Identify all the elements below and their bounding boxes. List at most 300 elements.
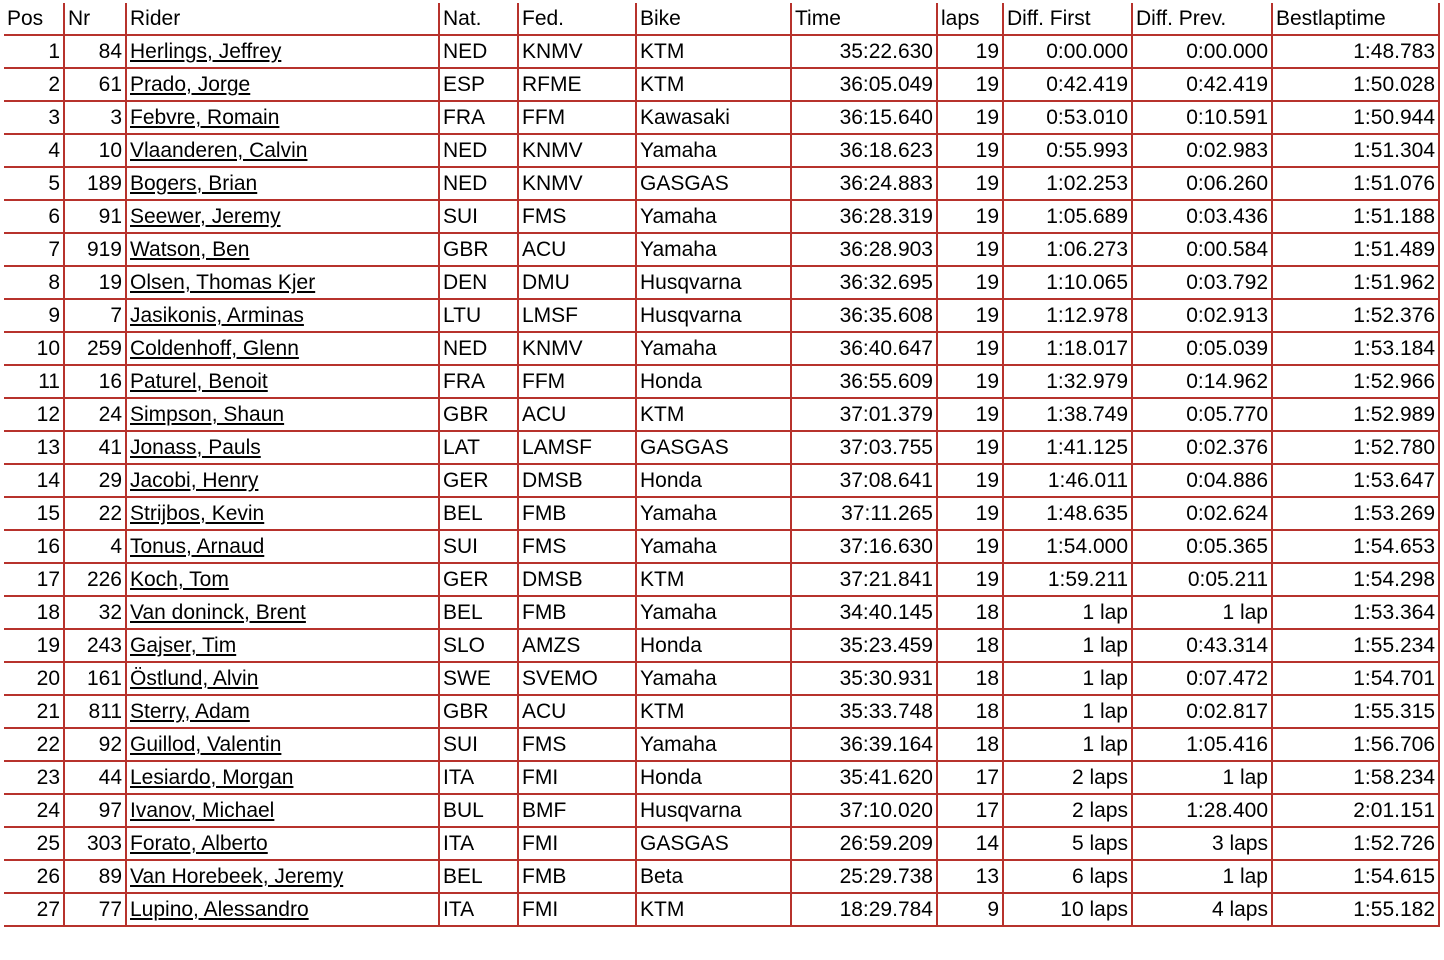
table-row [4,300,1440,333]
cell-pos: 19 [4,630,65,663]
cell-fed: FMI [519,894,637,927]
cell-bestlaptime: 1:53.364 [1273,597,1440,630]
cell-diff-first: 1:12.978 [1004,300,1133,333]
cell-rider [127,234,440,267]
table-row [4,630,1440,663]
cell-rider [127,69,440,102]
column-header-bestlaptime: Bestlaptime [1273,3,1440,36]
cell-rider [127,630,440,663]
cell-rider [127,333,440,366]
cell-nat: FRA [440,366,519,399]
cell-nat: GBR [440,696,519,729]
cell-pos: 3 [4,102,65,135]
cell-diff-prev: 0:14.962 [1133,366,1273,399]
cell-bestlaptime: 1:55.182 [1273,894,1440,927]
cell-time: 37:16.630 [792,531,938,564]
cell-laps: 18 [938,630,1004,663]
cell-bike: KTM [637,696,792,729]
cell-diff-first: 6 laps [1004,861,1133,894]
cell-nat: GER [440,465,519,498]
cell-diff-first: 2 laps [1004,762,1133,795]
cell-bike: Yamaha [637,498,792,531]
table-row [4,729,1440,762]
cell-pos: 27 [4,894,65,927]
cell-rider [127,498,440,531]
cell-fed: KNMV [519,168,637,201]
cell-pos: 16 [4,531,65,564]
cell-time: 26:59.209 [792,828,938,861]
table-row [4,696,1440,729]
cell-bike: Husqvarna [637,795,792,828]
table-row [4,597,1440,630]
cell-diff-prev: 0:00.584 [1133,234,1273,267]
cell-fed: FMB [519,498,637,531]
rider-name-link[interactable]: Prado, Jorge [130,73,251,96]
cell-laps: 19 [938,465,1004,498]
cell-bestlaptime: 1:50.944 [1273,102,1440,135]
rider-name-link[interactable]: Paturel, Benoit [130,370,268,393]
cell-bike: Beta [637,861,792,894]
cell-nat: ITA [440,762,519,795]
cell-rider [127,201,440,234]
cell-nat: LTU [440,300,519,333]
cell-time: 35:23.459 [792,630,938,663]
cell-fed: ACU [519,399,637,432]
cell-nr: 41 [65,432,127,465]
cell-pos: 10 [4,333,65,366]
cell-fed: FFM [519,366,637,399]
cell-laps: 19 [938,135,1004,168]
rider-name-link[interactable]: Jacobi, Henry [130,469,259,492]
column-header-diff-first: Diff. First [1004,3,1133,36]
cell-nat: SUI [440,201,519,234]
race-results-table [4,3,1440,927]
cell-nat: NED [440,36,519,69]
cell-laps: 19 [938,399,1004,432]
cell-diff-prev: 0:02.376 [1133,432,1273,465]
cell-diff-first: 2 laps [1004,795,1133,828]
cell-rider [127,531,440,564]
cell-bestlaptime: 1:52.780 [1273,432,1440,465]
cell-laps: 9 [938,894,1004,927]
rider-name-link[interactable]: Febvre, Romain [130,106,280,129]
cell-fed: KNMV [519,333,637,366]
cell-nat: LAT [440,432,519,465]
cell-nat: BEL [440,861,519,894]
cell-fed: DMSB [519,465,637,498]
cell-pos: 25 [4,828,65,861]
cell-bike: Yamaha [637,234,792,267]
cell-fed: LMSF [519,300,637,333]
table-row [4,69,1440,102]
cell-pos: 7 [4,234,65,267]
cell-nr: 4 [65,531,127,564]
rider-name-link[interactable]: Simpson, Shaun [130,403,285,426]
cell-nr: 77 [65,894,127,927]
cell-bestlaptime: 1:58.234 [1273,762,1440,795]
cell-diff-first: 1:48.635 [1004,498,1133,531]
cell-nat: ESP [440,69,519,102]
table-row [4,762,1440,795]
cell-bestlaptime: 1:48.783 [1273,36,1440,69]
table-row [4,894,1440,927]
cell-bestlaptime: 1:54.615 [1273,861,1440,894]
cell-nr: 3 [65,102,127,135]
cell-bestlaptime: 1:53.269 [1273,498,1440,531]
cell-bestlaptime: 1:52.376 [1273,300,1440,333]
table-row [4,663,1440,696]
cell-time: 37:10.020 [792,795,938,828]
rider-name-link[interactable]: Olsen, Thomas Kjer [130,271,316,294]
cell-rider [127,729,440,762]
cell-nr: 24 [65,399,127,432]
table-row [4,465,1440,498]
cell-fed: FMS [519,729,637,762]
column-header-bike: Bike [637,3,792,36]
cell-fed: FMI [519,762,637,795]
cell-laps: 17 [938,762,1004,795]
cell-fed: KNMV [519,135,637,168]
cell-nat: SUI [440,531,519,564]
cell-bestlaptime: 1:51.304 [1273,135,1440,168]
rider-name-link[interactable]: Coldenhoff, Glenn [130,337,299,360]
cell-nr: 61 [65,69,127,102]
cell-laps: 18 [938,597,1004,630]
cell-pos: 13 [4,432,65,465]
cell-nr: 29 [65,465,127,498]
cell-rider [127,399,440,432]
cell-time: 36:24.883 [792,168,938,201]
rider-name-link[interactable]: Bogers, Brian [130,172,258,195]
cell-nr: 161 [65,663,127,696]
cell-diff-first: 5 laps [1004,828,1133,861]
cell-diff-prev: 1 lap [1133,597,1273,630]
cell-diff-prev: 0:02.913 [1133,300,1273,333]
cell-nr: 32 [65,597,127,630]
cell-fed: AMZS [519,630,637,663]
cell-bike: KTM [637,894,792,927]
cell-diff-prev: 0:02.983 [1133,135,1273,168]
cell-rider [127,894,440,927]
table-row [4,795,1440,828]
cell-time: 36:39.164 [792,729,938,762]
cell-bike: Yamaha [637,597,792,630]
cell-bike: GASGAS [637,168,792,201]
column-header-rider: Rider [127,3,440,36]
cell-nat: GER [440,564,519,597]
cell-bestlaptime: 2:01.151 [1273,795,1440,828]
cell-pos: 26 [4,861,65,894]
cell-rider [127,366,440,399]
cell-nat: GBR [440,399,519,432]
cell-laps: 19 [938,366,1004,399]
cell-diff-prev: 0:02.624 [1133,498,1273,531]
cell-bike: Yamaha [637,333,792,366]
cell-rider [127,300,440,333]
cell-diff-first: 0:00.000 [1004,36,1133,69]
rider-name-link[interactable]: Herlings, Jeffrey [130,40,282,63]
cell-time: 36:15.640 [792,102,938,135]
column-header-diff-prev: Diff. Prev. [1133,3,1273,36]
cell-fed: FMB [519,597,637,630]
cell-time: 36:28.903 [792,234,938,267]
cell-diff-first: 1:10.065 [1004,267,1133,300]
rider-name-link[interactable]: Lesiardo, Morgan [130,766,294,789]
rider-name-link[interactable]: Ivanov, Michael [130,799,275,822]
cell-pos: 12 [4,399,65,432]
cell-laps: 19 [938,531,1004,564]
cell-bike: Kawasaki [637,102,792,135]
cell-bike: Yamaha [637,663,792,696]
rider-name-link[interactable]: Strijbos, Kevin [130,502,265,525]
cell-bestlaptime: 1:55.315 [1273,696,1440,729]
cell-pos: 5 [4,168,65,201]
cell-nr: 97 [65,795,127,828]
rider-name-link[interactable]: Watson, Ben [130,238,250,261]
cell-diff-prev: 0:42.419 [1133,69,1273,102]
rider-name-link[interactable]: Sterry, Adam [130,700,250,723]
cell-laps: 14 [938,828,1004,861]
rider-name-link[interactable]: Östlund, Alvin [130,667,259,690]
cell-pos: 11 [4,366,65,399]
table-row [4,102,1440,135]
cell-rider [127,102,440,135]
cell-bestlaptime: 1:51.188 [1273,201,1440,234]
cell-nat: SLO [440,630,519,663]
cell-diff-first: 0:55.993 [1004,135,1133,168]
cell-time: 35:41.620 [792,762,938,795]
rider-name-link[interactable]: Koch, Tom [130,568,229,591]
cell-bike: KTM [637,399,792,432]
cell-diff-prev: 3 laps [1133,828,1273,861]
table-row [4,234,1440,267]
cell-nr: 89 [65,861,127,894]
table-row [4,135,1440,168]
rider-name-link[interactable]: Tonus, Arnaud [130,535,265,558]
cell-nat: ITA [440,828,519,861]
cell-diff-first: 1:38.749 [1004,399,1133,432]
cell-diff-prev: 1:28.400 [1133,795,1273,828]
cell-nr: 84 [65,36,127,69]
cell-bestlaptime: 1:54.298 [1273,564,1440,597]
cell-nat: GBR [440,234,519,267]
cell-time: 37:21.841 [792,564,938,597]
cell-rider [127,135,440,168]
cell-diff-prev: 1 lap [1133,861,1273,894]
cell-laps: 19 [938,102,1004,135]
table-row [4,399,1440,432]
cell-time: 37:03.755 [792,432,938,465]
cell-fed: ACU [519,234,637,267]
cell-nat: SWE [440,663,519,696]
cell-fed: FMI [519,828,637,861]
cell-bestlaptime: 1:52.966 [1273,366,1440,399]
cell-diff-first: 1:54.000 [1004,531,1133,564]
cell-pos: 17 [4,564,65,597]
cell-bestlaptime: 1:56.706 [1273,729,1440,762]
cell-pos: 22 [4,729,65,762]
cell-bike: Honda [637,762,792,795]
cell-diff-first: 10 laps [1004,894,1133,927]
column-header-time: Time [792,3,938,36]
cell-laps: 19 [938,333,1004,366]
cell-time: 35:33.748 [792,696,938,729]
cell-fed: RFME [519,69,637,102]
cell-nr: 303 [65,828,127,861]
cell-diff-first: 1 lap [1004,696,1133,729]
cell-bike: Yamaha [637,201,792,234]
cell-diff-first: 1:02.253 [1004,168,1133,201]
cell-fed: KNMV [519,36,637,69]
rider-name-link[interactable]: Vlaanderen, Calvin [130,139,308,162]
cell-bike: GASGAS [637,432,792,465]
cell-fed: FMS [519,201,637,234]
cell-pos: 15 [4,498,65,531]
table-row [4,498,1440,531]
cell-fed: DMU [519,267,637,300]
cell-bestlaptime: 1:53.184 [1273,333,1440,366]
cell-nat: BUL [440,795,519,828]
cell-pos: 20 [4,663,65,696]
cell-rider [127,267,440,300]
cell-bike: Honda [637,630,792,663]
cell-nr: 189 [65,168,127,201]
rider-name-link[interactable]: Seewer, Jeremy [130,205,281,228]
cell-nat: BEL [440,498,519,531]
cell-laps: 19 [938,168,1004,201]
cell-diff-first: 1:05.689 [1004,201,1133,234]
cell-diff-first: 1:18.017 [1004,333,1133,366]
table-row [4,201,1440,234]
cell-fed: FMS [519,531,637,564]
cell-bike: Yamaha [637,135,792,168]
cell-time: 37:01.379 [792,399,938,432]
cell-time: 36:55.609 [792,366,938,399]
cell-time: 37:08.641 [792,465,938,498]
table-row [4,432,1440,465]
cell-time: 36:18.623 [792,135,938,168]
cell-bike: KTM [637,69,792,102]
cell-diff-prev: 0:04.886 [1133,465,1273,498]
cell-nr: 22 [65,498,127,531]
cell-fed: ACU [519,696,637,729]
cell-rider [127,828,440,861]
cell-nr: 16 [65,366,127,399]
cell-bestlaptime: 1:50.028 [1273,69,1440,102]
cell-bike: Yamaha [637,531,792,564]
cell-laps: 18 [938,729,1004,762]
cell-fed: FFM [519,102,637,135]
cell-laps: 19 [938,498,1004,531]
cell-nr: 91 [65,201,127,234]
cell-bike: Husqvarna [637,300,792,333]
cell-rider [127,762,440,795]
cell-rider [127,696,440,729]
cell-time: 35:30.931 [792,663,938,696]
cell-bestlaptime: 1:53.647 [1273,465,1440,498]
cell-laps: 19 [938,36,1004,69]
cell-nat: NED [440,135,519,168]
cell-laps: 19 [938,432,1004,465]
cell-nr: 19 [65,267,127,300]
cell-bestlaptime: 1:54.653 [1273,531,1440,564]
cell-diff-prev: 1 lap [1133,762,1273,795]
cell-diff-prev: 0:05.211 [1133,564,1273,597]
cell-pos: 24 [4,795,65,828]
cell-laps: 17 [938,795,1004,828]
cell-laps: 19 [938,201,1004,234]
cell-pos: 9 [4,300,65,333]
cell-rider [127,597,440,630]
cell-laps: 19 [938,267,1004,300]
rider-name-link[interactable]: Gajser, Tim [130,634,237,657]
cell-fed: SVEMO [519,663,637,696]
cell-diff-first: 1:46.011 [1004,465,1133,498]
cell-bestlaptime: 1:51.962 [1273,267,1440,300]
cell-diff-first: 1:32.979 [1004,366,1133,399]
cell-bike: GASGAS [637,828,792,861]
cell-bestlaptime: 1:51.489 [1273,234,1440,267]
cell-pos: 1 [4,36,65,69]
cell-bike: KTM [637,36,792,69]
cell-bike: Honda [637,366,792,399]
cell-rider [127,168,440,201]
column-header-pos: Pos [4,3,65,36]
column-header-laps: laps [938,3,1004,36]
cell-rider [127,432,440,465]
cell-bestlaptime: 1:55.234 [1273,630,1440,663]
cell-laps: 18 [938,696,1004,729]
table-row [4,828,1440,861]
rider-name-link[interactable]: Forato, Alberto [130,832,268,855]
results-body [4,36,1440,927]
rider-name-link[interactable]: Van doninck, Brent [130,601,306,624]
cell-diff-prev: 4 laps [1133,894,1273,927]
cell-diff-first: 1 lap [1004,630,1133,663]
table-row [4,267,1440,300]
cell-diff-prev: 0:43.314 [1133,630,1273,663]
rider-name-link[interactable]: Jasikonis, Arminas [130,304,304,327]
cell-bestlaptime: 1:54.701 [1273,663,1440,696]
cell-pos: 6 [4,201,65,234]
cell-diff-first: 1 lap [1004,663,1133,696]
cell-nr: 226 [65,564,127,597]
rider-name-link[interactable]: Jonass, Pauls [130,436,261,459]
cell-nat: BEL [440,597,519,630]
rider-name-link[interactable]: Guillod, Valentin [130,733,282,756]
cell-nat: NED [440,333,519,366]
cell-diff-prev: 0:00.000 [1133,36,1273,69]
column-header-nr: Nr [65,3,127,36]
cell-diff-first: 1 lap [1004,597,1133,630]
rider-name-link[interactable]: Lupino, Alessandro [130,898,309,921]
cell-pos: 4 [4,135,65,168]
cell-fed: BMF [519,795,637,828]
cell-rider [127,795,440,828]
cell-rider [127,465,440,498]
cell-diff-prev: 0:03.792 [1133,267,1273,300]
cell-rider [127,861,440,894]
cell-rider [127,663,440,696]
rider-name-link[interactable]: Van Horebeek, Jeremy [130,865,344,888]
cell-laps: 19 [938,234,1004,267]
cell-diff-prev: 0:05.770 [1133,399,1273,432]
cell-time: 36:35.608 [792,300,938,333]
cell-bestlaptime: 1:51.076 [1273,168,1440,201]
cell-pos: 2 [4,69,65,102]
cell-diff-prev: 0:06.260 [1133,168,1273,201]
cell-nr: 919 [65,234,127,267]
